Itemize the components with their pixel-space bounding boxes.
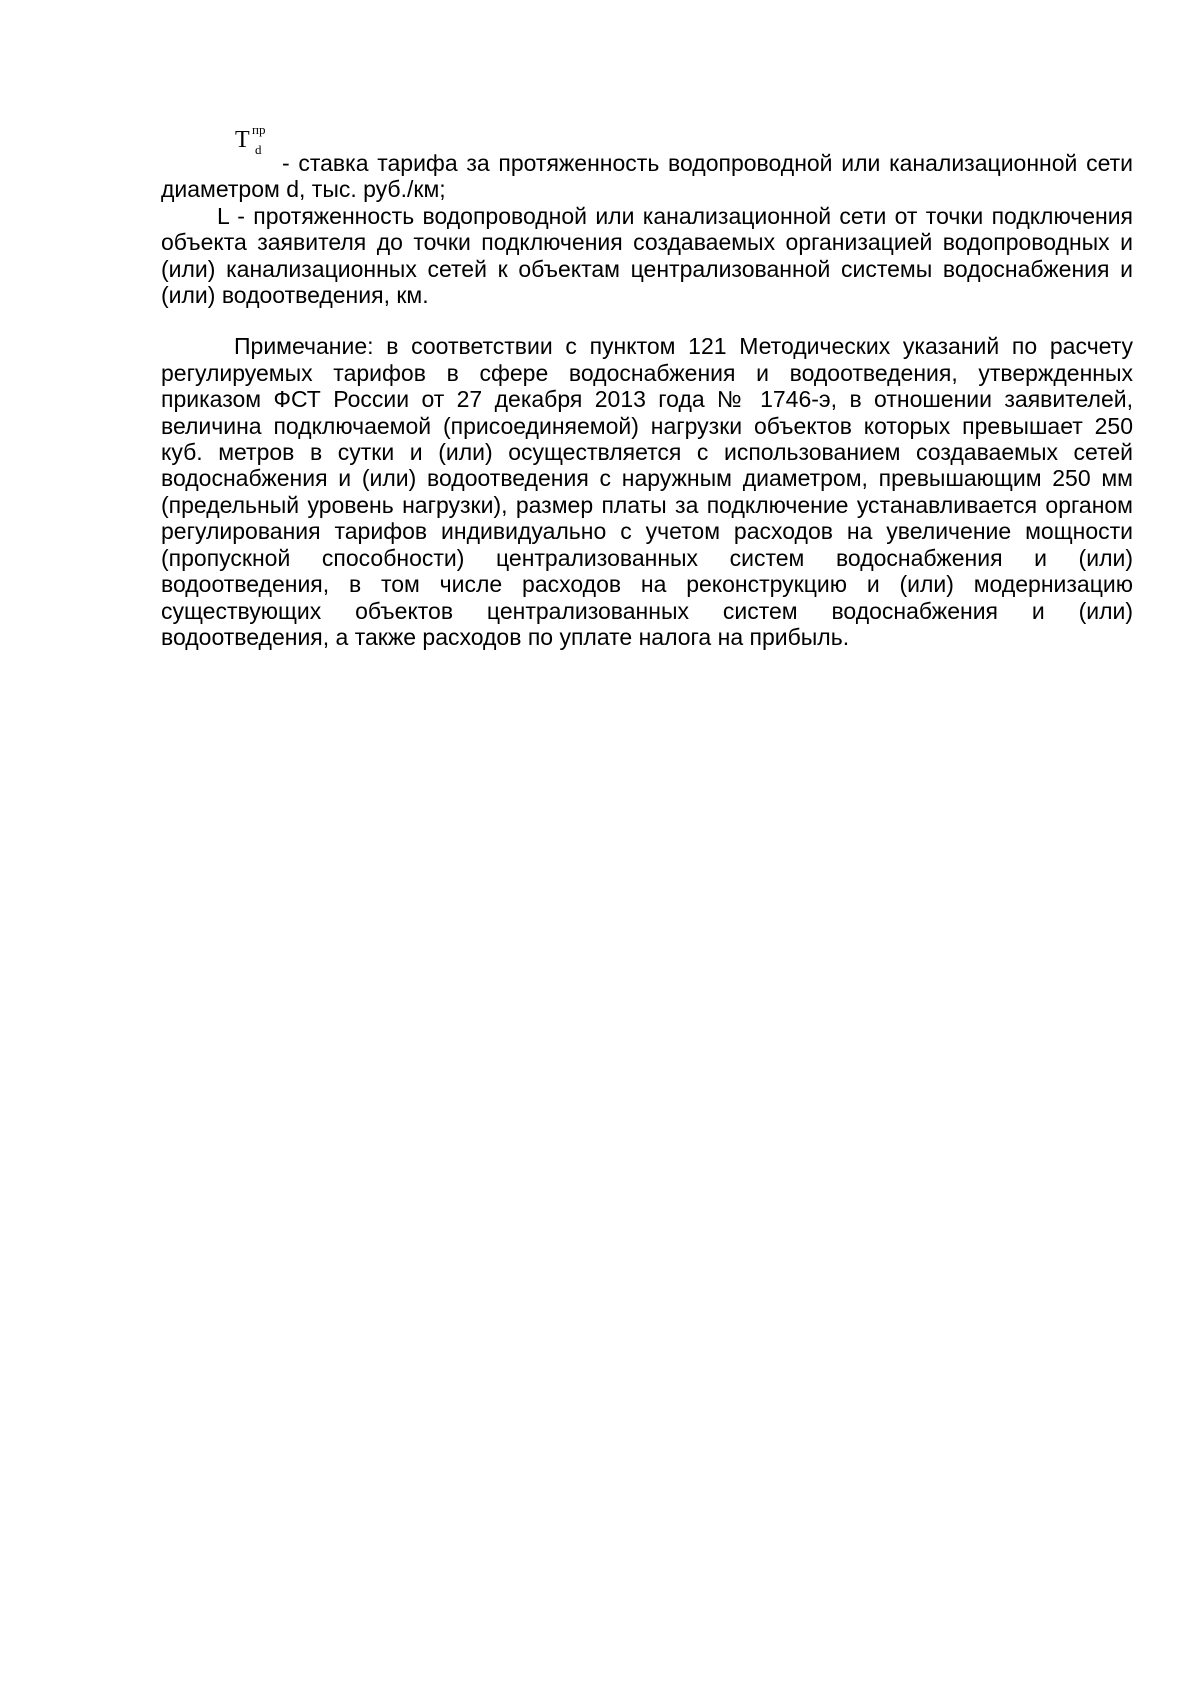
definition-t-paragraph [161,122,1133,203]
document-body [161,122,1134,650]
definition-l-paragraph [161,203,1133,309]
definition-l-text: - протяженность водопроводной или канализационной сети от точки подключения объекта заявителя до точки подключения создаваемых организацией водопроводных и (или) канализационных сетей к объектам централизованной системы водоснабжения и (или) водоотведения, км. [161,202,1134,309]
formula-symbol-t [235,122,266,157]
note-paragraph: Примечание: в соответствии с пунктом 121 Методических указаний по расчету регулируемых тарифов в сфере водоснабжения и водоотведения, утвержденных приказом ФСТ России от 27 декабря 2013 года № 1746-э, в отношении заявителей, величина подключаемой (присоединяемой) нагрузки объектов которых превышает 250 куб. метров в сутки и (или) осуществляется с использованием создаваемых сетей водоснабжения и (или) водоотведения с наружным диаметром, превышающим 250 мм (предельный уровень нагрузки), размер платы за подключение устанавливается органом регулирования тарифов индивидуально с учетом расходов на увеличение мощности (пропускной способности) централизованных систем водоснабжения и (или) водоотведения, в том числе расходов на реконструкцию и (или) модернизацию существующих объектов централизованных систем водоснабжения и (или) водоотведения, а также расходов по уплате налога на прибыль. [161,333,1133,650]
definition-t-text: - ставка тарифа за протяженность водопроводной или канализационной сети диаметром d, тыс. руб./км; [161,150,1133,203]
symbol-t-subscript: d [255,142,262,157]
symbol-t-base: T [235,127,250,153]
symbol-l: L [217,202,229,229]
symbol-t-superscript: пр [252,122,266,137]
